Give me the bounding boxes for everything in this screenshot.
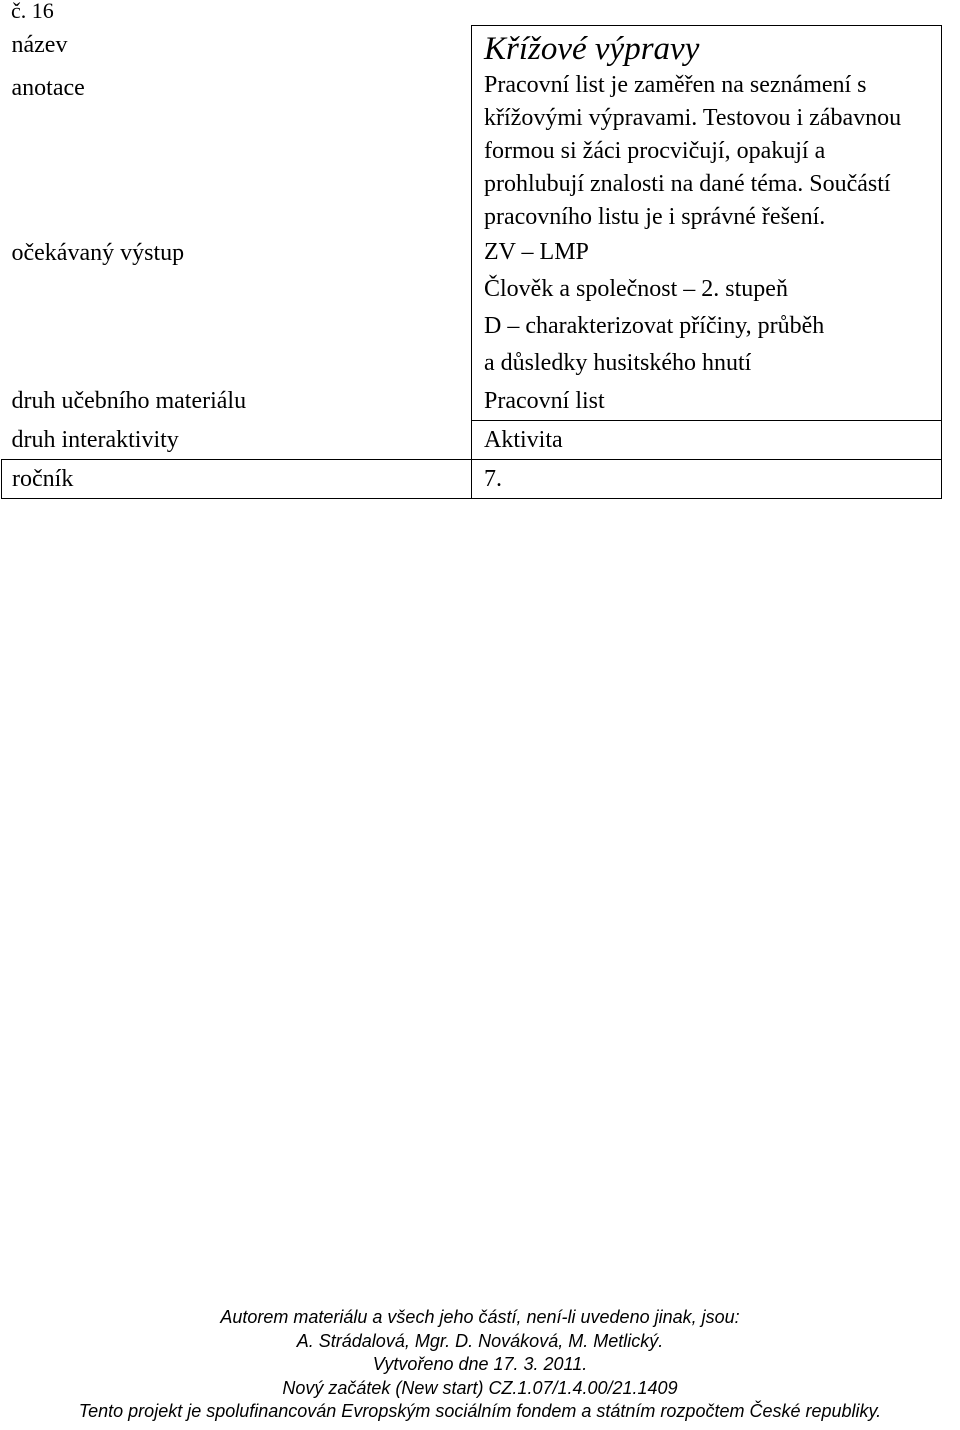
footer-funding-note: Tento projekt je spolufinancován Evropským sociálním fondem a státním rozpočtem České republiky. bbox=[78, 1401, 882, 1421]
table-row-grade bbox=[2, 460, 942, 499]
table-row-annotation bbox=[2, 69, 942, 234]
value-interactivity: Aktivita bbox=[472, 421, 942, 460]
document-number: č. 16 bbox=[11, 0, 54, 23]
label-annotation: anotace bbox=[11, 75, 85, 101]
footer bbox=[0, 1306, 960, 1424]
outcome-line: ZV – LMP bbox=[484, 239, 589, 265]
outcome-line: a důsledky husitského hnutí bbox=[484, 350, 752, 376]
value-material-type: Pracovní list bbox=[472, 382, 942, 421]
footer-project-code: Nový začátek (New start) CZ.1.07/1.4.00/21.1409 bbox=[282, 1377, 678, 1398]
table-row-name bbox=[2, 26, 942, 70]
label-material-type: druh učebního materiálu bbox=[11, 388, 247, 414]
label-outcome: očekávaný výstup bbox=[11, 240, 185, 266]
worksheet-title: Křížové výpravy bbox=[484, 31, 700, 67]
table-row-outcome bbox=[2, 234, 942, 382]
annotation-text: Pracovní list je zaměřen na seznámení s křížovými výpravami. Testovou i zábavnou formou si žáci procvičují, opakují a prohlubují znalosti na dané téma. Součástí pracovního listu je i správné řešení. bbox=[484, 72, 902, 230]
value-annotation-cell bbox=[472, 69, 942, 234]
label-interactivity: druh interaktivity bbox=[11, 426, 179, 453]
table-row-material-type bbox=[2, 382, 942, 421]
footer-created-date: Vytvořeno dne 17. 3. 2011. bbox=[372, 1354, 588, 1374]
label-grade: ročník bbox=[2, 460, 472, 499]
table-row-interactivity bbox=[2, 421, 942, 460]
footer-authors: A. Strádalová, Mgr. D. Nováková, M. Metlický. bbox=[296, 1330, 664, 1351]
outcome-line: D – charakterizovat příčiny, průběh bbox=[484, 313, 825, 339]
value-name-cell bbox=[472, 26, 942, 70]
metadata-table bbox=[1, 25, 942, 499]
label-name: název bbox=[11, 31, 68, 58]
footer-authors-intro: Autorem materiálu a všech jeho částí, není-li uvedeno jinak, jsou: bbox=[220, 1307, 740, 1327]
value-outcome-cell bbox=[472, 234, 942, 382]
outcome-line: Člověk a společnost – 2. stupeň bbox=[484, 276, 788, 302]
value-grade: 7. bbox=[472, 460, 942, 499]
